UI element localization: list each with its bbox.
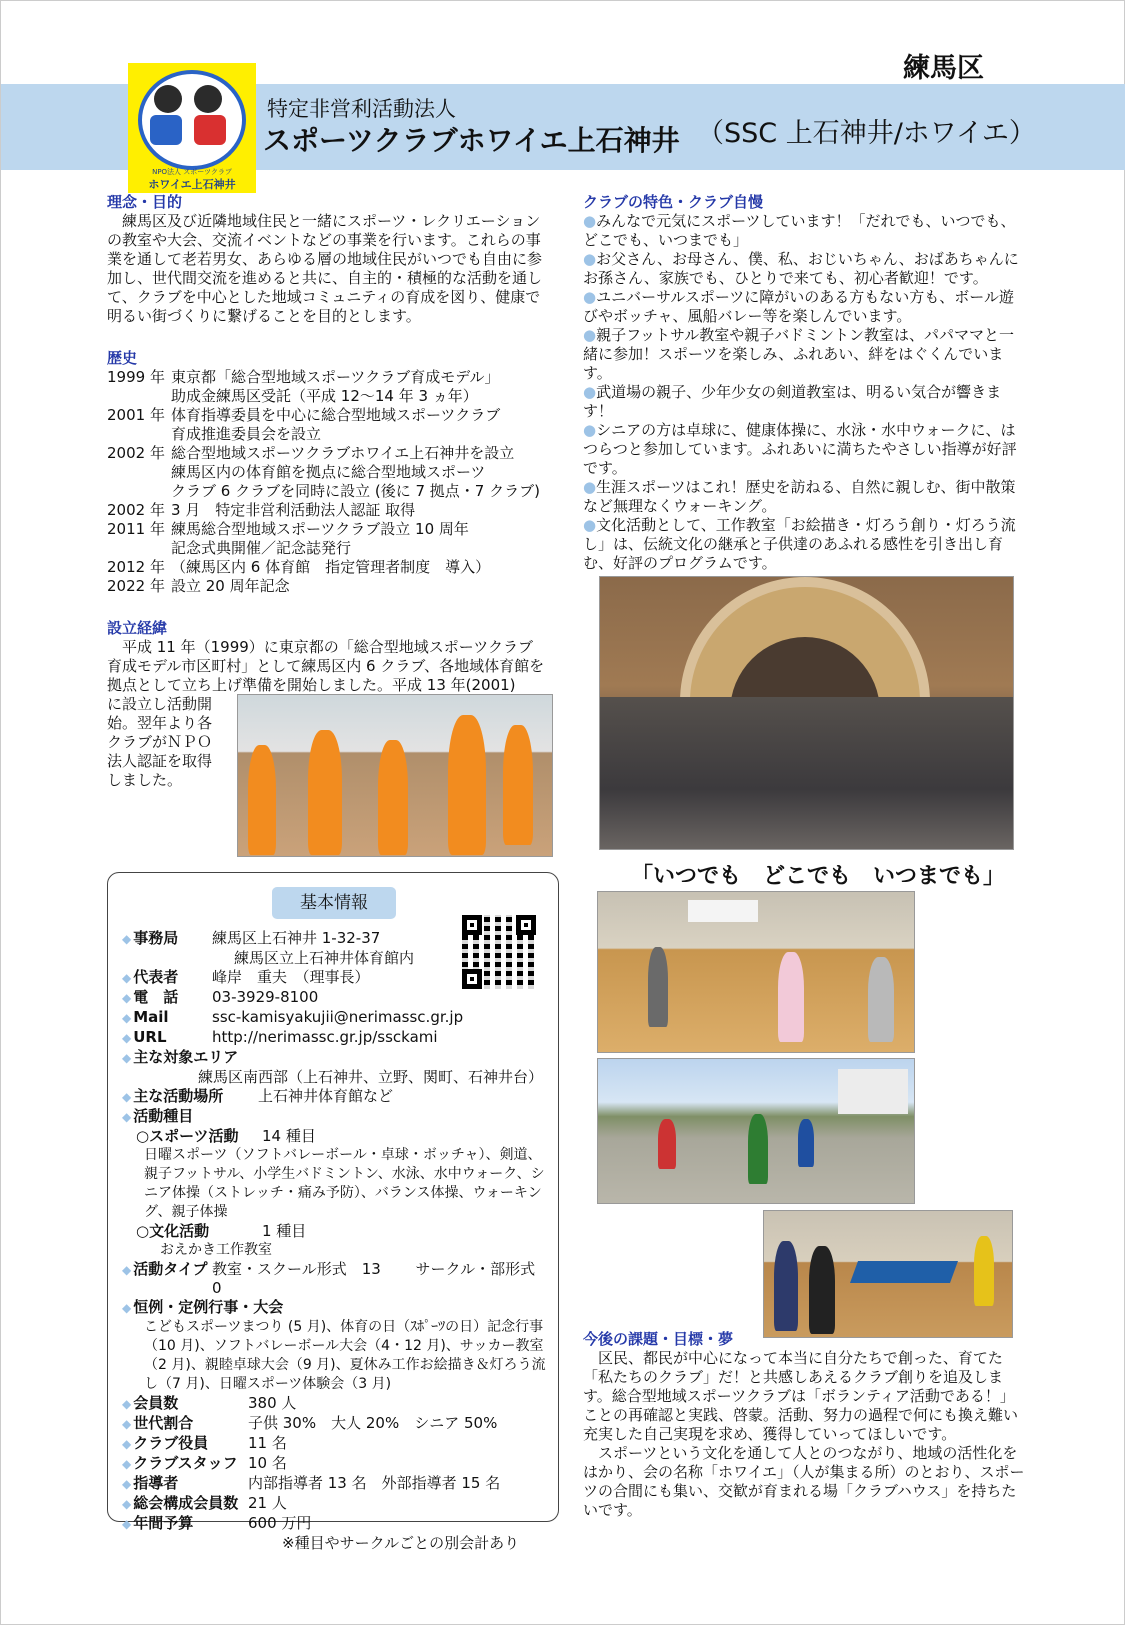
url-link[interactable]: http://nerimassc.gr.jp/ssckami [212, 1028, 438, 1046]
history-item: 2001 年 体育指導委員を中心に総合型地域スポーツクラブ 育成推進委員会を設立 [107, 406, 501, 443]
history-item: 2002 年 3 月 特定非営利活動法人認証 取得 [107, 501, 416, 519]
activity-type-row: ◆ 活動タイプ 教室・スクール形式 13 サークル・部形式 0 [122, 1260, 552, 1298]
logo-kid-body-right [194, 115, 226, 145]
gym-activity-photo [597, 891, 915, 1053]
logo-kid-head-left [154, 85, 182, 113]
area-row: ◆ 主な対象エリア [122, 1048, 552, 1068]
place-row: ◆ 主な活動場所 上石神井体育館など [122, 1087, 552, 1107]
history-item: 2012 年 （練馬区内 6 体育館 指定管理者制度 導入） [107, 558, 491, 576]
history-item: 2011 年 練馬総合型地域スポーツクラブ設立 10 周年 記念式典開催／記念誌発行 [107, 520, 469, 557]
group-photo [599, 576, 1014, 850]
history-item: 1999 年 東京都「総合型地域スポーツクラブ育成モデル」 助成金練馬区受託（平成 12～14 年 3 ヵ年） [107, 368, 500, 405]
sports-list: 日曜スポーツ（ソフトバレーボール・卓球・ボッチャ）、剣道、親子フットサル、小学生バドミントン、水泳、水中ウォーク、シニア体操（ストレッチ・痛み予防）、バランス体操、ウォーキング、親子体操 [144, 1147, 545, 1220]
logo-kid-head-right [194, 85, 222, 113]
budget-row: ◆ 年間予算 600 万円 [122, 1514, 552, 1534]
members-row: ◆ 会員数 380 人 [122, 1394, 552, 1414]
general-members-row: ◆ 総会構成会員数 21 人 [122, 1494, 552, 1514]
mail-link[interactable]: ssc-kamisyakujii@nerimassc.gr.jp [212, 1008, 464, 1026]
culture-list: おえかき工作教室 [160, 1242, 272, 1258]
logo-caption-small: NPO法人 スポーツクラブ [152, 168, 232, 176]
future-section [583, 1328, 1025, 1520]
office-address-2: 練馬区立上石神井体育館内 [234, 949, 415, 967]
founding-text: 平成 11 年（1999）に東京都の「総合型地域スポーツクラブ育成モデル市区町村」として練馬区内 6 クラブ、各地域体育館を拠点として立ち上げ準備を開始しました。平成 13 年(2001) [107, 638, 545, 694]
founding-heading: 設立経緯 [107, 619, 168, 637]
logo-kid-body-left [150, 115, 182, 145]
feature-item: ●武道場の親子、少年少女の剣道教室は、明るい気合が響きます！ [583, 383, 1002, 420]
basic-info-list [122, 929, 552, 1553]
sports-activity-row: ○スポーツ活動 14 種目 [136, 1127, 316, 1145]
phone-row: ◆ 電 話 03-3929-8100 [122, 988, 552, 1008]
url-row: ◆ URL http://nerimassc.gr.jp/ssckami [122, 1028, 552, 1048]
table-tennis-photo [763, 1210, 1013, 1338]
culture-activity-row: ○文化活動 1 種目 [136, 1222, 307, 1240]
feature-item: ●ユニバーサルスポーツに障がいのある方もない方も、ボール遊びやボッチャ、風船バレー等を楽しんでいます。 [583, 288, 1014, 325]
philosophy-text: 練馬区及び近隣地域住民と一緒にスポーツ・レクリエーションの教室や大会、交流イベントなどの事業を行います。これらの事業を通して老若男女、あらゆる層の地域住民がいつでも自由に参加し、世代間交流を進めると共に、自主的・積極的な活動を通して、クラブを中心とした地域コミュニティの育成を図り、健康で明るい街づくりに繋げることを目的とします。 [107, 212, 543, 325]
schoolyard-soccer-photo [597, 1058, 915, 1204]
basic-info-box [107, 872, 559, 1552]
org-abbreviation: （SSC 上石神井/ホワイエ） [697, 118, 1036, 149]
philosophy-heading: 理念・目的 [107, 193, 183, 211]
area-value: 練馬区南西部（上石神井、立野、関町、石神井台） [198, 1068, 544, 1086]
feature-item: ●シニアの方は卓球に、健康体操に、水泳・水中ウォークに、はつらつと参加しています。ふれあいに満ちたやさしい指導が好評です。 [583, 421, 1017, 477]
representative-row: ◆ 代表者 峰岸 重夫 （理事長） [122, 968, 552, 988]
slogan: 「いつでも どこでも いつまでも」 [631, 864, 1006, 889]
feature-item: ●生涯スポーツはこれ！歴史を訪ねる、自然に親しむ、街中散策など無理なくウォーキング。 [583, 478, 1016, 515]
gym-staff-photo [237, 694, 553, 857]
staff-row: ◆ クラブスタッフ 10 名 [122, 1454, 552, 1474]
history-item: 2022 年 設立 20 周年記念 [107, 577, 290, 595]
coaches-row: ◆ 指導者 内部指導者 13 名 外部指導者 15 名 [122, 1474, 552, 1494]
founding-text-continued: に設立し活動開始。翌年より各クラブがＮＰＯ法人認証を取得しました。 [107, 695, 213, 789]
features-heading: クラブの特色・クラブ自慢 [583, 193, 764, 211]
feature-item: ●親子フットサル教室や親子バドミントン教室は、パパママと一緒に参加！スポーツを楽しみ、ふれあい、絆をはぐくんでいます。 [583, 326, 1014, 382]
feature-item: ●お父さん、お母さん、僕、私、おじいちゃん、おばあちゃんにお孫さん、家族でも、ひとりで来ても、初心者歓迎！です。 [583, 250, 1019, 287]
activities-row: ◆ 活動種目 [122, 1107, 552, 1127]
basic-info-title: 基本情報 [272, 887, 396, 919]
future-text-1: 区民、都民が中心になって本当に自分たちで創った、育てた「私たちのクラブ」だ！と共感しあえるクラブ創りを追及します。総合型地域スポーツクラブは「ボランティア活動である！」ことの再確認と実践、啓蒙。活動、努力の過程で何にも換え難い充実した自己実現を求め、獲得していってほしいです。 [583, 1349, 1019, 1443]
events-list: こどもスポーツまつり (5 月)、体育の日（ｽﾎﾟｰﾂの日）記念行事（10 月)、ソフトバレーボール大会（4・12 月)、サッカー教室（2 月)、親睦卓球大会（9 月)、夏休み工作お絵描き＆灯ろう流し（7 月)、日曜スポーツ体験会（3 月) [144, 1319, 546, 1392]
club-logo [128, 63, 256, 193]
history-item: 2002 年 総合型地域スポーツクラブホワイエ上石神井を設立 練馬区内の体育館を拠点に総合型地域スポーツ クラブ 6 クラブを同時に設立 (後に 7 拠点・7 クラブ) [107, 444, 540, 500]
budget-note: ※種目やサークルごとの別会計あり [282, 1534, 520, 1552]
history-list [107, 368, 547, 596]
feature-item: ●みんなで元気にスポーツしています！「だれでも、いつでも、どこでも、いつまでも」 [583, 212, 1016, 249]
org-type: 特定非営利活動法人 [267, 97, 456, 121]
events-row: ◆ 恒例・定例行事・大会 [122, 1298, 552, 1318]
right-column [583, 191, 1025, 573]
officers-row: ◆ クラブ役員 11 名 [122, 1434, 552, 1454]
logo-caption: ホワイエ上石神井 [148, 178, 236, 191]
org-name: スポーツクラブホワイエ上石神井 [263, 124, 680, 157]
office-row: ◆ 事務局 練馬区上石神井 1-32-37 [122, 929, 552, 949]
ward-label: 練馬区 [903, 53, 984, 84]
future-text-2: スポーツという文化を通して人とのつながり、地域の活性化をはかり、会の名称「ホワイエ」（人が集まる所）のとおり、スポーツの合間にも集い、交歓が育まれる場「クラブハウス」を持ちたいです。 [583, 1444, 1025, 1519]
generation-ratio-row: ◆ 世代割合 子供 30% 大人 20% シニア 50% [122, 1414, 552, 1434]
future-heading: 今後の課題・目標・夢 [583, 1330, 734, 1348]
mail-row: ◆ Mail ssc-kamisyakujii@nerimassc.gr.jp [122, 1008, 552, 1028]
history-heading: 歴史 [107, 349, 138, 367]
feature-item: ●文化活動として、工作教室「お絵描き・灯ろう創り・灯ろう流し」は、伝統文化の継承と子供達のあふれる感性を引き出し育む、好評のプログラムです。 [583, 516, 1016, 572]
